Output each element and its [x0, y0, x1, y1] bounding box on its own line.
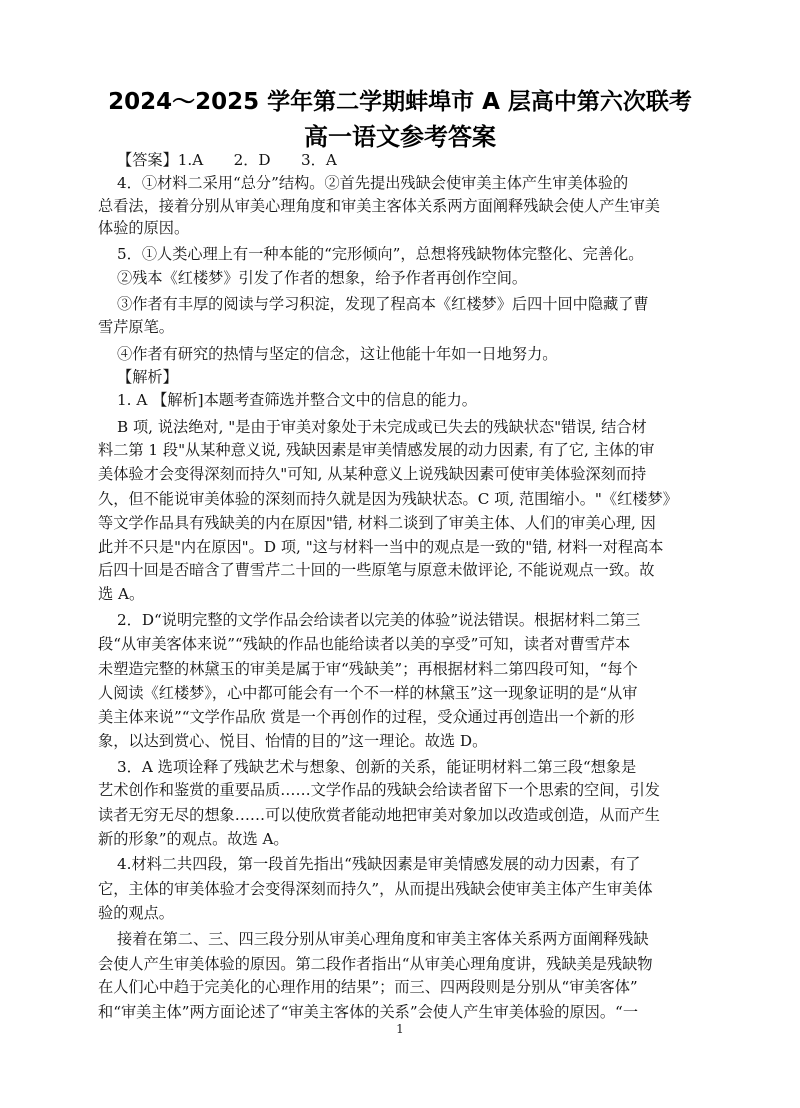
text-line: ③作者有丰厚的阅读与学习积淀，发现了程高本《红楼梦》后四十回中隐藏了曹	[117, 295, 649, 313]
text-line: 新的形象”的观点。故选 A。	[98, 830, 289, 848]
text-line: 体验的原因。	[98, 219, 190, 237]
exam-title: 2024～2025 学年第二学期蚌埠市 A 层高中第六次联考	[108, 89, 692, 115]
text-line: 总看法，接着分别从审美心理角度和审美主客体关系两方面阐释残缺会使人产生审美	[98, 197, 660, 215]
text-line: ④作者有研究的热情与坚定的信念，这让他能十年如一日地努力。	[117, 345, 558, 363]
text-line: 在人们心中趋于完美化的心理作用的结果”；而三、四两段则是分别从“审美客体”	[98, 978, 638, 996]
text-line: 5．①人类心理上有一种本能的“完形倾向”，总想将残缺物体完整化、完善化。	[117, 245, 644, 263]
text-line: B 项, 说法绝对, "是由于审美对象处于未完成或已失去的残缺状态"错误, 结合材	[117, 418, 647, 436]
text-line: 久，但不能说审美体验的深刻而持久就是因为残缺状态。C 项, 范围缩小。"《红楼梦》	[98, 490, 678, 508]
answer-key-title: 高一语文参考答案	[304, 123, 496, 151]
text-line: 【答案】1.A 2．D 3．A	[117, 151, 337, 169]
text-line: 料二第 1 段"从某种意义说, 残缺因素是审美情感发展的动力因素, 有了它, 主体的审	[98, 441, 655, 459]
text-line: 雪芹原笔。	[98, 318, 174, 336]
text-line: ②残本《红楼梦》引发了作者的想象，给予作者再创作空间。	[117, 269, 528, 287]
text-line: 它，主体的审美体验才会变得深刻而持久”，从而提出残缺会使审美主体产生审美体	[98, 880, 653, 898]
text-line: 美体验才会变得深刻而持久"可知, 从某种意义上说残缺因素可使审美体验深刻而持	[98, 465, 647, 483]
text-line: 美主体来说”“文学作品欣 赏是一个再创作的过程，受众通过再创造出一个新的形	[98, 708, 635, 726]
text-line: 选 A。	[98, 585, 145, 603]
text-line: 段“从审美客体来说”“残缺的作品也能给读者以美的享受”可知，读者对曹雪芹本	[98, 635, 631, 653]
text-line: 人阅读《红楼梦》，心中都可能会有一个不一样的林黛玉”这一现象证明的是“从审	[98, 684, 638, 702]
text-line: 读者无穷无尽的想象……可以使欣赏者能动地把审美对象加以改造或创造，从而产生	[98, 806, 660, 824]
text-line: 和“审美主体”两方面论述了“审美主客体的关系”会使人产生审美体验的原因。“一	[98, 1003, 639, 1021]
text-line: 2．D“说明完整的文学作品会给读者以完美的体验”说法错误。根据材料二第三	[117, 611, 641, 629]
text-line: 会使人产生审美体验的原因。第二段作者指出“从审美心理角度讲，残缺美是残缺物	[98, 955, 653, 973]
text-line: 象，以达到赏心、悦目、怡情的目的”这一理论。故选 D。	[98, 732, 488, 750]
text-line: 1. A 【解析]本题考查筛选并整合文中的信息的能力。	[117, 391, 477, 409]
text-line: 【解析】	[117, 368, 178, 386]
text-line: 4.材料二共四段，第一段首先指出“残缺因素是审美情感发展的动力因素，有了	[117, 855, 641, 873]
text-line: 3．A 选项诠释了残缺艺术与想象、创新的关系，能证明材料二第三段“想象是	[117, 758, 637, 776]
text-line: 接着在第二、三、四三段分别从审美心理角度和审美主客体关系两方面阐释残缺	[117, 930, 649, 948]
page-number: 1	[396, 1022, 404, 1036]
text-line: 未塑造完整的林黛玉的审美是属于审“残缺美”；再根据材料二第四段可知，“每个	[98, 660, 638, 678]
text-line: 验的观点。	[98, 904, 174, 922]
text-line: 艺术创作和鉴赏的重要品质……文学作品的残缺会给读者留下一个思索的空间，引发	[98, 781, 660, 799]
text-line: 此并不只是"内在原因"。D 项, "这与材料一当中的观点是一致的"错, 材料一对程高本	[98, 538, 664, 556]
text-line: 后四十回是否暗含了曹雪芹二十回的一些原笔与原意未做评论, 不能说观点一致。故	[98, 561, 655, 579]
text-line: 等文学作品具有残缺美的内在原因"错, 材料二谈到了审美主体、人们的审美心理, 因	[98, 514, 656, 532]
text-line: 4．①材料二采用“总分”结构。②首先提出残缺会使审美主体产生审美体验的	[117, 174, 629, 192]
